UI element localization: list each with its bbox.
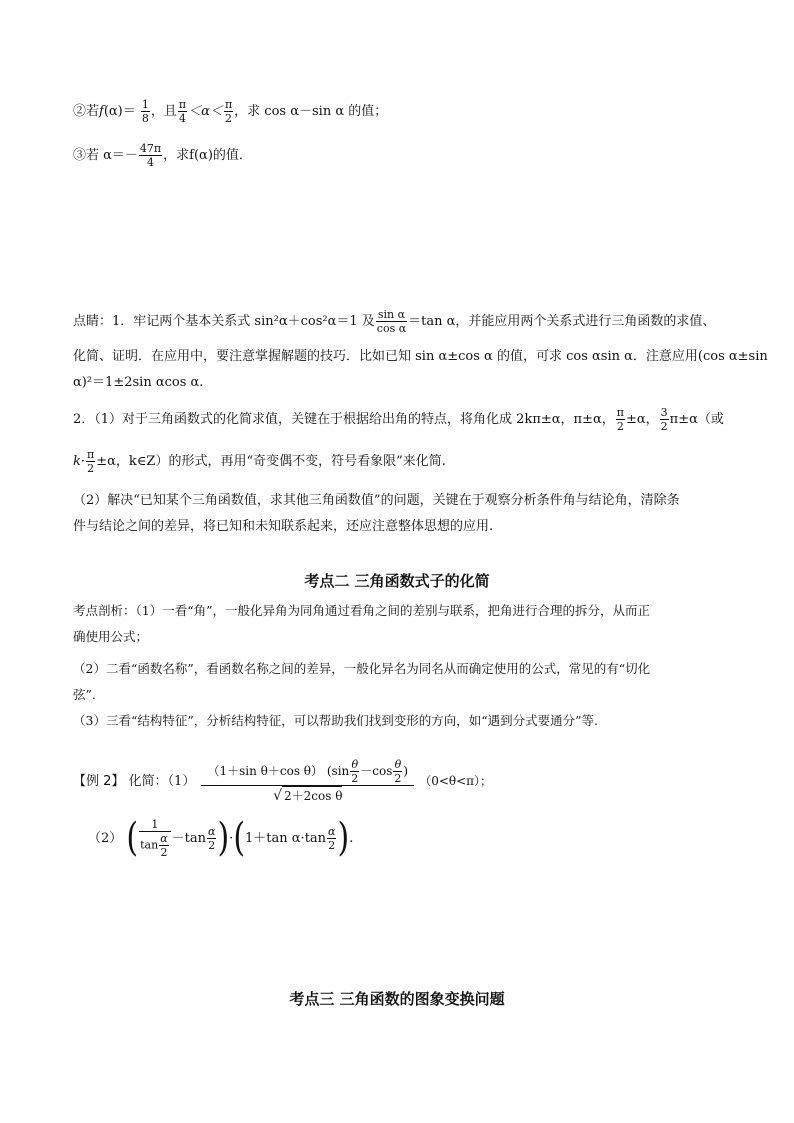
theta-num-2: θ	[394, 758, 402, 771]
analysis-a1: 考点剖析：（1）一看“角”，一般化异角为同角通过看角之间的差别与联系，把角进行合理的拆分，从而正	[73, 603, 650, 618]
p2-and: ，且	[150, 104, 177, 119]
note-sin-cos-fraction	[376, 308, 407, 335]
alpha-den-2: 2	[208, 839, 216, 852]
note-l4-c: π±α（或	[669, 412, 724, 427]
p2-frac-den: 8	[141, 112, 149, 125]
example-num-a: （1＋sin θ＋cos θ）	[207, 764, 324, 778]
note-3-2-fraction	[660, 406, 669, 433]
note-l4-f1-den: 2	[616, 420, 624, 433]
p2-tail: ，求 cos α－sin α 的值；	[234, 104, 388, 119]
open-paren: (	[326, 764, 332, 778]
left-paren-2: (	[233, 815, 246, 861]
p2-fraction-1-8	[141, 98, 150, 125]
example-main-fraction	[201, 758, 414, 805]
example-2-part-2: （2） ( 1 tan $\frac{\alpha}{2}$ －tan $\frac{\alpha}{2}$ )·(1＋tan α·tan $\frac{\alpha}{2}$ ).	[88, 815, 354, 861]
note-line-3	[73, 374, 203, 392]
analysis-line-1	[73, 602, 650, 620]
p2-pi2-num: π	[224, 98, 233, 111]
p2-f: f	[99, 104, 104, 119]
analysis-line-4	[73, 686, 96, 704]
note-line-1	[73, 308, 715, 335]
p2-fraction-pi-4	[178, 98, 187, 125]
note-l4-b: ±α，	[626, 412, 659, 427]
num-minus-cos: －cos	[360, 764, 393, 778]
p2-minus-tan: －tan	[171, 831, 207, 846]
sqrt-icon: √	[273, 788, 283, 804]
p2-one: 1	[139, 818, 171, 832]
example-condition: （0<θ<π）；	[419, 774, 493, 788]
p2-pi4-den: 4	[179, 112, 187, 125]
problem-2-line	[73, 98, 387, 125]
p3-frac-den: 4	[147, 156, 155, 169]
alpha-den-1: 2	[160, 846, 168, 859]
example-denominator	[201, 786, 414, 805]
p2-tan: tan	[140, 838, 159, 852]
example-label: 【例 2】	[73, 774, 125, 789]
alpha-num-3: α	[328, 825, 336, 838]
theta-half-1	[350, 758, 359, 785]
note-l4-f1-num: π	[616, 406, 624, 419]
note-l6: （2）解决“已知某个三角函数值，求其他三角函数值”的问题，关键在于观察分析条件角与结论角，清除条	[73, 493, 680, 508]
example-numerator	[201, 758, 414, 786]
note-frac-den: cos α	[376, 322, 407, 335]
p2-tail: 1＋tan α·tan	[245, 831, 327, 846]
note-l1-a: 点睛：1．牢记两个基本关系式 sin²α＋cos²α＝1 及	[73, 314, 375, 329]
note-l3: α)²＝1±2sin αcos α.	[73, 375, 204, 390]
theta-den-1: 2	[351, 772, 359, 785]
example-2-part-1	[73, 758, 492, 805]
note-l5-den: 2	[87, 462, 95, 475]
note-l4-f2-num: 3	[660, 406, 668, 419]
right-paren-2: )	[337, 815, 350, 861]
note-l1-b: ＝tan α，并能应用两个关系式进行三角函数的求值、	[408, 314, 716, 329]
note-l2: 化简、证明．在应用中，要注意掌握解题的技巧．比如已知 sin α±cos α 的值，可求 cos αsin α．注意应用(cos α±sin	[73, 349, 768, 364]
note-pi-2-fraction	[616, 406, 625, 433]
alpha-half-3	[327, 825, 336, 852]
note-l4-a: 2．（1）对于三角函数式的化简求值，关键在于根据给出角的特点，将角化成 2kπ±α，π±α，	[73, 412, 615, 427]
section-3-title: 考点三 三角函数的图象变换问题	[289, 990, 505, 1008]
example-den: 2＋2cos θ	[282, 786, 342, 805]
example-simplify: 化简：（1）	[128, 774, 196, 789]
note-l5-b: ±α，k∈Z）的形式，再用“奇变偶不变，符号看象限”来化简.	[96, 454, 446, 469]
note-l5-fraction	[86, 448, 95, 475]
note-l4-f2-den: 2	[660, 420, 668, 433]
p2-fraction-pi-2	[224, 98, 233, 125]
p2-frac-num: 1	[141, 98, 149, 111]
alpha-half-1	[159, 832, 168, 859]
one-over-tan	[139, 818, 171, 859]
note-frac-num: sin α	[376, 308, 407, 322]
left-paren-1: (	[126, 815, 139, 861]
note-line-7	[73, 518, 493, 536]
note-line-5	[73, 448, 446, 475]
note-l7: 件与结论之间的差异，将已知和未知联系起来，还应注意整体思想的应用.	[73, 519, 494, 534]
analysis-a5: （3）三看“结构特征”，分析结构特征，可以帮助我们找到变形的方向，如“遇到分式要通分”等.	[73, 713, 598, 728]
p3-frac-num: 47π	[139, 142, 162, 155]
section-2-title: 考点二 三角函数式子的化简	[304, 572, 490, 590]
num-sin: sin	[331, 764, 350, 778]
p2-pi4-num: π	[178, 98, 187, 111]
p2-prefix: ②若	[73, 104, 100, 119]
analysis-a3: （2）二看“函数名称”，看函数名称之间的差异，一般化异名为同名从而确定使用的公式，常见的有“切化	[73, 661, 651, 676]
p3-fraction	[139, 142, 162, 169]
theta-num-1: θ	[351, 758, 359, 771]
p2-pi2-den: 2	[225, 112, 233, 125]
alpha-num-1: α	[160, 832, 168, 845]
note-line-2	[73, 348, 768, 366]
note-l5-num: π	[87, 448, 95, 461]
note-l5-k: k·	[73, 454, 86, 469]
note-line-4	[73, 406, 724, 433]
alpha-half-2	[207, 825, 216, 852]
note-line-6	[73, 492, 680, 510]
close-paren: )	[403, 764, 409, 778]
analysis-a4: 弦”.	[73, 687, 96, 702]
analysis-line-5	[73, 712, 598, 730]
alpha-num-2: α	[208, 825, 216, 838]
theta-den-2: 2	[394, 772, 402, 785]
p3-tail: ，求f(α)的值．	[163, 148, 252, 163]
theta-half-2	[393, 758, 402, 785]
right-paren-1: )	[217, 815, 230, 861]
analysis-line-2	[73, 628, 148, 646]
analysis-line-3	[73, 660, 650, 678]
p3-prefix: ③若 α＝－	[73, 148, 138, 163]
tan-half-alpha-den	[139, 832, 171, 859]
problem-3-line	[73, 142, 252, 169]
alpha-den-3: 2	[328, 839, 336, 852]
part-2-label: （2）	[88, 831, 123, 846]
p2-alpha: (α)＝	[103, 104, 136, 119]
p2-inequality: ＜α＜	[188, 104, 223, 119]
analysis-a2: 确使用公式；	[73, 629, 149, 644]
